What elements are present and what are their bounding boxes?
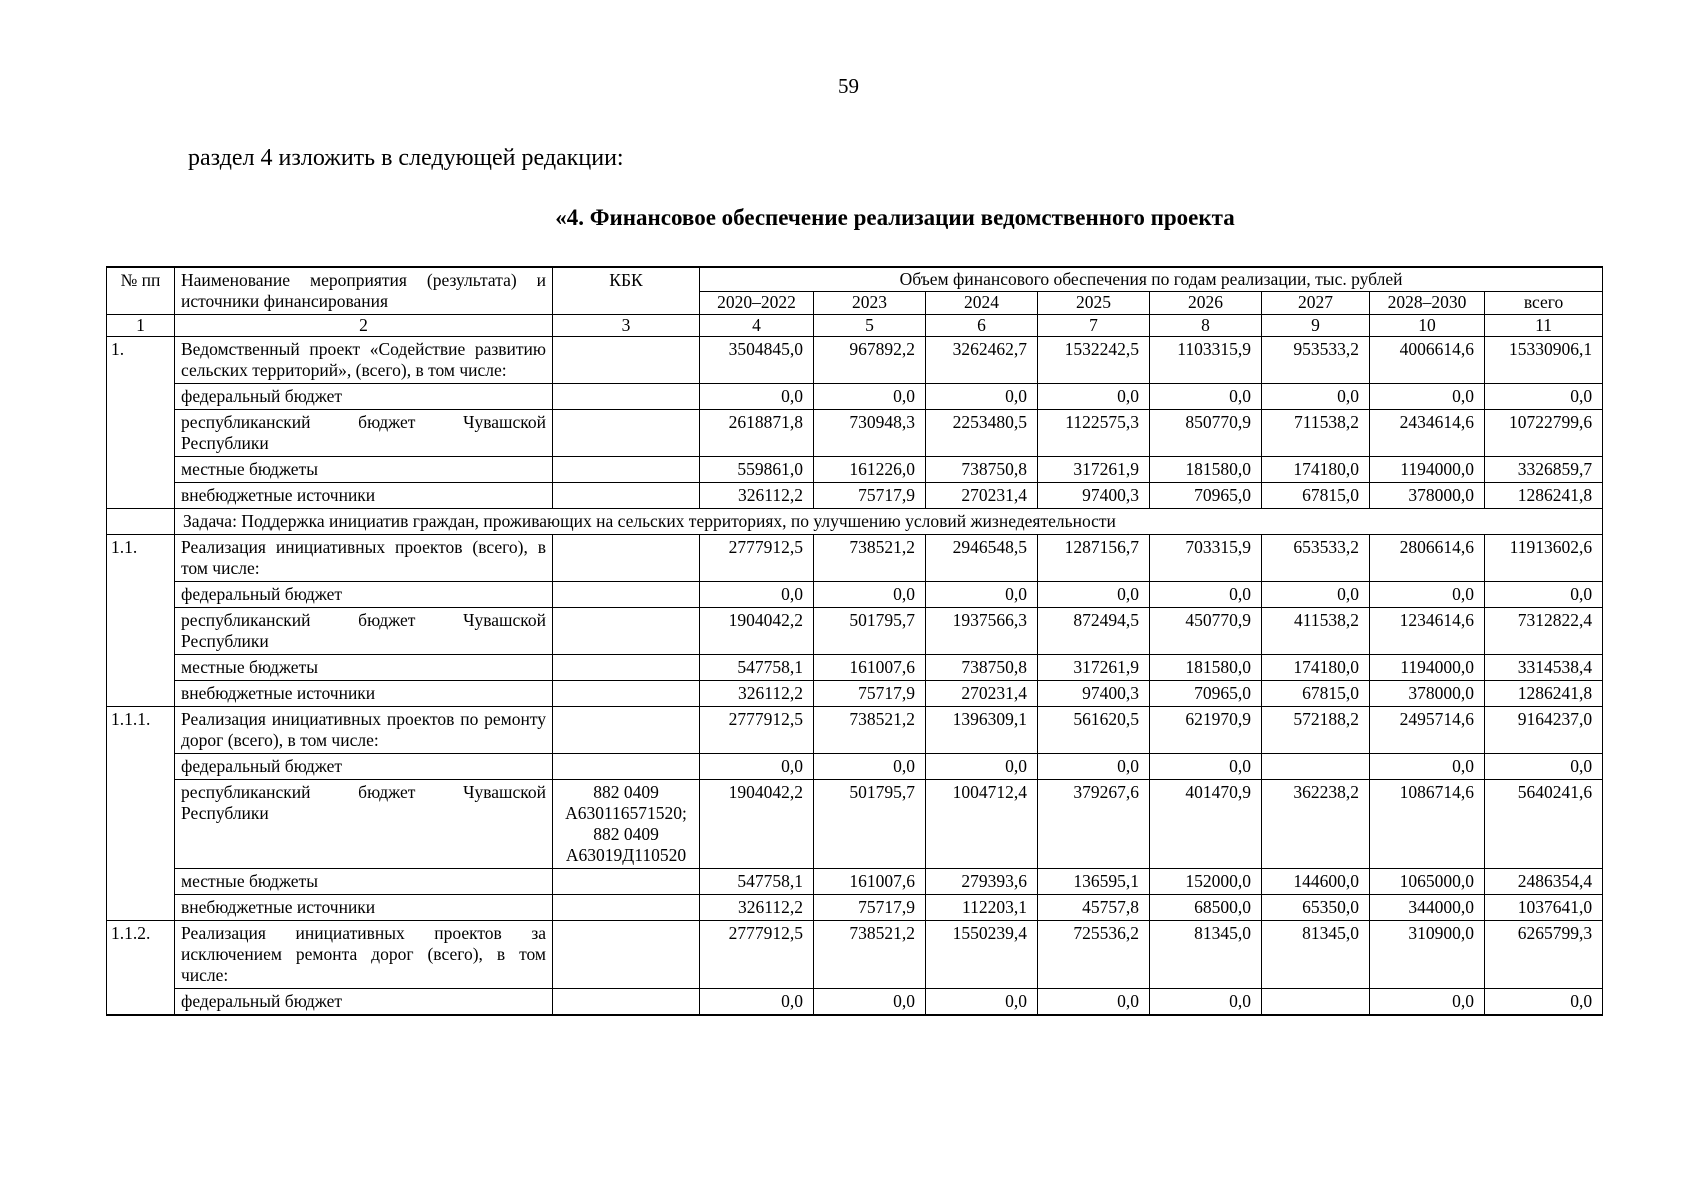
row-value: 270231,4 [926, 483, 1038, 509]
row-name: Реализация инициативных проектов за исключением ремонта дорог (всего), в том числе: [175, 921, 553, 989]
intro-text: раздел 4 изложить в следующей редакции: [188, 145, 624, 171]
header-year: 2027 [1262, 292, 1370, 315]
table-row [107, 384, 1603, 410]
row-number [107, 655, 175, 681]
row-value: 112203,1 [926, 895, 1038, 921]
row-value: 10722799,6 [1485, 410, 1603, 457]
row-value: 379267,6 [1038, 780, 1150, 869]
row-value: 136595,1 [1038, 869, 1150, 895]
row-value: 68500,0 [1150, 895, 1262, 921]
row-value: 738521,2 [814, 707, 926, 754]
row-value: 0,0 [1485, 989, 1603, 1016]
row-value: 378000,0 [1370, 483, 1485, 509]
row-kbk: 882 0409 А630116571520; 882 0409 А63019Д110520 [553, 780, 700, 869]
row-value: 0,0 [1038, 582, 1150, 608]
row-value: 5640241,6 [1485, 780, 1603, 869]
table-row [107, 895, 1603, 921]
row-value: 270231,4 [926, 681, 1038, 707]
row-value: 0,0 [1038, 989, 1150, 1016]
row-value: 1287156,7 [1038, 535, 1150, 582]
table-row [107, 921, 1603, 989]
row-value: 501795,7 [814, 608, 926, 655]
header-year: 2024 [926, 292, 1038, 315]
column-index: 2 [175, 315, 553, 337]
row-kbk [553, 707, 700, 754]
table-header [107, 267, 1603, 337]
row-kbk [553, 483, 700, 509]
column-index: 8 [1150, 315, 1262, 337]
row-value: 0,0 [926, 754, 1038, 780]
row-value: 501795,7 [814, 780, 926, 869]
row-kbk [553, 384, 700, 410]
row-name: внебюджетные источники [175, 681, 553, 707]
row-value: 1532242,5 [1038, 337, 1150, 384]
row-value: 0,0 [1485, 384, 1603, 410]
header-index-row [107, 315, 1603, 337]
row-value: 401470,9 [1150, 780, 1262, 869]
row-value: 2806614,6 [1370, 535, 1485, 582]
row-value: 0,0 [926, 582, 1038, 608]
row-value: 326112,2 [700, 681, 814, 707]
row-value [1262, 989, 1370, 1016]
row-number [107, 869, 175, 895]
row-value: 0,0 [1150, 989, 1262, 1016]
row-value: 1550239,4 [926, 921, 1038, 989]
row-value: 67815,0 [1262, 483, 1370, 509]
row-kbk [553, 989, 700, 1016]
row-value: 15330906,1 [1485, 337, 1603, 384]
row-kbk [553, 754, 700, 780]
row-value: 0,0 [1370, 989, 1485, 1016]
row-value: 144600,0 [1262, 869, 1370, 895]
table-row [107, 780, 1603, 869]
row-value: 317261,9 [1038, 655, 1150, 681]
table-row [107, 509, 1603, 535]
column-index: 3 [553, 315, 700, 337]
row-value: 1904042,2 [700, 780, 814, 869]
row-value: 725536,2 [1038, 921, 1150, 989]
row-value: 411538,2 [1262, 608, 1370, 655]
row-value: 75717,9 [814, 681, 926, 707]
row-number [107, 457, 175, 483]
header-year: 2028–2030 [1370, 292, 1485, 315]
row-value: 4006614,6 [1370, 337, 1485, 384]
row-name: местные бюджеты [175, 869, 553, 895]
row-name: местные бюджеты [175, 655, 553, 681]
column-index: 11 [1485, 315, 1603, 337]
row-name: Реализация инициативных проектов по ремонту дорог (всего), в том числе: [175, 707, 553, 754]
table-row [107, 707, 1603, 754]
row-value: 738750,8 [926, 457, 1038, 483]
row-value: 0,0 [1038, 754, 1150, 780]
row-value: 2495714,6 [1370, 707, 1485, 754]
row-number: 1.1.2. [107, 921, 175, 989]
row-value: 561620,5 [1038, 707, 1150, 754]
row-number: 1.1. [107, 535, 175, 582]
row-name: Реализация инициативных проектов (всего), в том числе: [175, 535, 553, 582]
row-name: Ведомственный проект «Содействие развитию сельских территорий», (всего), в том числе: [175, 337, 553, 384]
row-value: 0,0 [700, 582, 814, 608]
row-value: 161007,6 [814, 655, 926, 681]
row-value: 547758,1 [700, 655, 814, 681]
row-kbk [553, 681, 700, 707]
table-row [107, 483, 1603, 509]
header-name: Наименование мероприятия (результата) и источники финансирования [175, 267, 553, 315]
row-number [107, 410, 175, 457]
row-value: 0,0 [700, 384, 814, 410]
row-value: 0,0 [1485, 582, 1603, 608]
header-year: 2023 [814, 292, 926, 315]
row-value: 0,0 [1262, 384, 1370, 410]
column-index: 10 [1370, 315, 1485, 337]
row-value: 703315,9 [1150, 535, 1262, 582]
table-row [107, 655, 1603, 681]
row-value: 174180,0 [1262, 655, 1370, 681]
row-value: 547758,1 [700, 869, 814, 895]
finance-table [106, 266, 1603, 1016]
row-value: 1904042,2 [700, 608, 814, 655]
row-kbk [553, 337, 700, 384]
row-value: 1937566,3 [926, 608, 1038, 655]
row-kbk [553, 535, 700, 582]
table-row [107, 754, 1603, 780]
row-value: 653533,2 [1262, 535, 1370, 582]
row-value: 152000,0 [1150, 869, 1262, 895]
row-value: 1004712,4 [926, 780, 1038, 869]
row-value: 81345,0 [1150, 921, 1262, 989]
row-number [107, 681, 175, 707]
row-number [107, 483, 175, 509]
row-value: 0,0 [1370, 384, 1485, 410]
column-index: 1 [107, 315, 175, 337]
column-index: 9 [1262, 315, 1370, 337]
row-number: 1.1.1. [107, 707, 175, 754]
row-value: 1194000,0 [1370, 655, 1485, 681]
row-value: 2253480,5 [926, 410, 1038, 457]
row-value: 310900,0 [1370, 921, 1485, 989]
row-value: 0,0 [700, 989, 814, 1016]
row-value: 1396309,1 [926, 707, 1038, 754]
row-value: 1286241,8 [1485, 681, 1603, 707]
row-value: 70965,0 [1150, 483, 1262, 509]
row-value: 161007,6 [814, 869, 926, 895]
row-kbk [553, 582, 700, 608]
table-row [107, 869, 1603, 895]
table-row [107, 582, 1603, 608]
header-year: 2025 [1038, 292, 1150, 315]
header-year: всего [1485, 292, 1603, 315]
row-value: 70965,0 [1150, 681, 1262, 707]
row-value: 0,0 [926, 989, 1038, 1016]
row-value: 2777912,5 [700, 921, 814, 989]
row-value: 0,0 [926, 384, 1038, 410]
row-name: республиканский бюджет Чувашской Республики [175, 410, 553, 457]
page-number: 59 [838, 74, 859, 98]
row-value: 3314538,4 [1485, 655, 1603, 681]
row-value: 9164237,0 [1485, 707, 1603, 754]
row-value: 953533,2 [1262, 337, 1370, 384]
row-value: 0,0 [1038, 384, 1150, 410]
row-value: 738750,8 [926, 655, 1038, 681]
row-value: 738521,2 [814, 535, 926, 582]
row-value: 1194000,0 [1370, 457, 1485, 483]
row-number [107, 608, 175, 655]
table-row [107, 681, 1603, 707]
row-value: 181580,0 [1150, 655, 1262, 681]
row-value: 450770,9 [1150, 608, 1262, 655]
row-value: 1065000,0 [1370, 869, 1485, 895]
row-value: 326112,2 [700, 895, 814, 921]
row-value: 1086714,6 [1370, 780, 1485, 869]
row-value: 45757,8 [1038, 895, 1150, 921]
row-value: 0,0 [1370, 582, 1485, 608]
row-value: 279393,6 [926, 869, 1038, 895]
row-value: 97400,3 [1038, 681, 1150, 707]
row-value: 2486354,4 [1485, 869, 1603, 895]
row-value: 65350,0 [1262, 895, 1370, 921]
row-kbk [553, 895, 700, 921]
header-year: 2026 [1150, 292, 1262, 315]
row-value: 174180,0 [1262, 457, 1370, 483]
row-number [107, 780, 175, 869]
row-value: 621970,9 [1150, 707, 1262, 754]
table-body [107, 337, 1603, 1016]
row-value: 317261,9 [1038, 457, 1150, 483]
row-name: федеральный бюджет [175, 754, 553, 780]
row-value [1262, 754, 1370, 780]
row-number [107, 989, 175, 1016]
row-value: 1286241,8 [1485, 483, 1603, 509]
row-kbk [553, 457, 700, 483]
column-index: 7 [1038, 315, 1150, 337]
row-value: 872494,5 [1038, 608, 1150, 655]
row-kbk [553, 655, 700, 681]
row-value: 344000,0 [1370, 895, 1485, 921]
row-value: 711538,2 [1262, 410, 1370, 457]
table-row [107, 608, 1603, 655]
row-number: 1. [107, 337, 175, 384]
row-value: 0,0 [1370, 754, 1485, 780]
row-number [107, 895, 175, 921]
row-value: 0,0 [1150, 384, 1262, 410]
table-row [107, 337, 1603, 384]
row-value: 738521,2 [814, 921, 926, 989]
row-value: 67815,0 [1262, 681, 1370, 707]
row-value: 2618871,8 [700, 410, 814, 457]
row-value: 0,0 [814, 582, 926, 608]
row-number [107, 384, 175, 410]
row-value: 3504845,0 [700, 337, 814, 384]
row-name: федеральный бюджет [175, 582, 553, 608]
column-index: 5 [814, 315, 926, 337]
row-number [107, 754, 175, 780]
header-volume: Объем финансового обеспечения по годам реализации, тыс. рублей [700, 267, 1603, 292]
row-value: 559861,0 [700, 457, 814, 483]
row-value: 850770,9 [1150, 410, 1262, 457]
row-value: 2946548,5 [926, 535, 1038, 582]
table-row [107, 989, 1603, 1016]
row-value: 3262462,7 [926, 337, 1038, 384]
row-name: республиканский бюджет Чувашской Республики [175, 780, 553, 869]
row-value: 2777912,5 [700, 535, 814, 582]
row-value: 0,0 [1150, 582, 1262, 608]
row-value: 0,0 [1150, 754, 1262, 780]
row-value: 81345,0 [1262, 921, 1370, 989]
header-year: 2020–2022 [700, 292, 814, 315]
row-value: 1103315,9 [1150, 337, 1262, 384]
row-value: 378000,0 [1370, 681, 1485, 707]
row-value: 1037641,0 [1485, 895, 1603, 921]
table-row [107, 535, 1603, 582]
row-value: 730948,3 [814, 410, 926, 457]
column-index: 6 [926, 315, 1038, 337]
row-number [107, 509, 175, 535]
row-value: 572188,2 [1262, 707, 1370, 754]
task-description: Задача: Поддержка инициатив граждан, проживающих на сельских территориях, по улучшению условий жизнедеятельности [175, 509, 1603, 535]
row-name: федеральный бюджет [175, 989, 553, 1016]
header-kbk: КБК [553, 267, 700, 315]
row-name: внебюджетные источники [175, 895, 553, 921]
row-value: 75717,9 [814, 895, 926, 921]
row-value: 362238,2 [1262, 780, 1370, 869]
table-row [107, 410, 1603, 457]
row-kbk [553, 869, 700, 895]
row-value: 0,0 [1262, 582, 1370, 608]
header-no: № пп [107, 267, 175, 315]
row-value: 0,0 [814, 384, 926, 410]
row-name: федеральный бюджет [175, 384, 553, 410]
row-value: 181580,0 [1150, 457, 1262, 483]
row-value: 0,0 [700, 754, 814, 780]
row-value: 0,0 [814, 754, 926, 780]
row-name: местные бюджеты [175, 457, 553, 483]
section-title: «4. Финансовое обеспечение реализации ведомственного проекта [555, 205, 1235, 230]
row-number [107, 582, 175, 608]
row-value: 11913602,6 [1485, 535, 1603, 582]
row-value: 1122575,3 [1038, 410, 1150, 457]
row-value: 7312822,4 [1485, 608, 1603, 655]
table-row [107, 457, 1603, 483]
row-value: 2434614,6 [1370, 410, 1485, 457]
row-value: 326112,2 [700, 483, 814, 509]
row-value: 97400,3 [1038, 483, 1150, 509]
row-value: 2777912,5 [700, 707, 814, 754]
row-value: 1234614,6 [1370, 608, 1485, 655]
row-kbk [553, 608, 700, 655]
row-name: республиканский бюджет Чувашской Республики [175, 608, 553, 655]
row-name: внебюджетные источники [175, 483, 553, 509]
row-value: 0,0 [814, 989, 926, 1016]
row-value: 6265799,3 [1485, 921, 1603, 989]
column-index: 4 [700, 315, 814, 337]
row-kbk [553, 921, 700, 989]
row-value: 967892,2 [814, 337, 926, 384]
row-value: 3326859,7 [1485, 457, 1603, 483]
row-kbk [553, 410, 700, 457]
row-value: 161226,0 [814, 457, 926, 483]
row-value: 75717,9 [814, 483, 926, 509]
row-value: 0,0 [1485, 754, 1603, 780]
